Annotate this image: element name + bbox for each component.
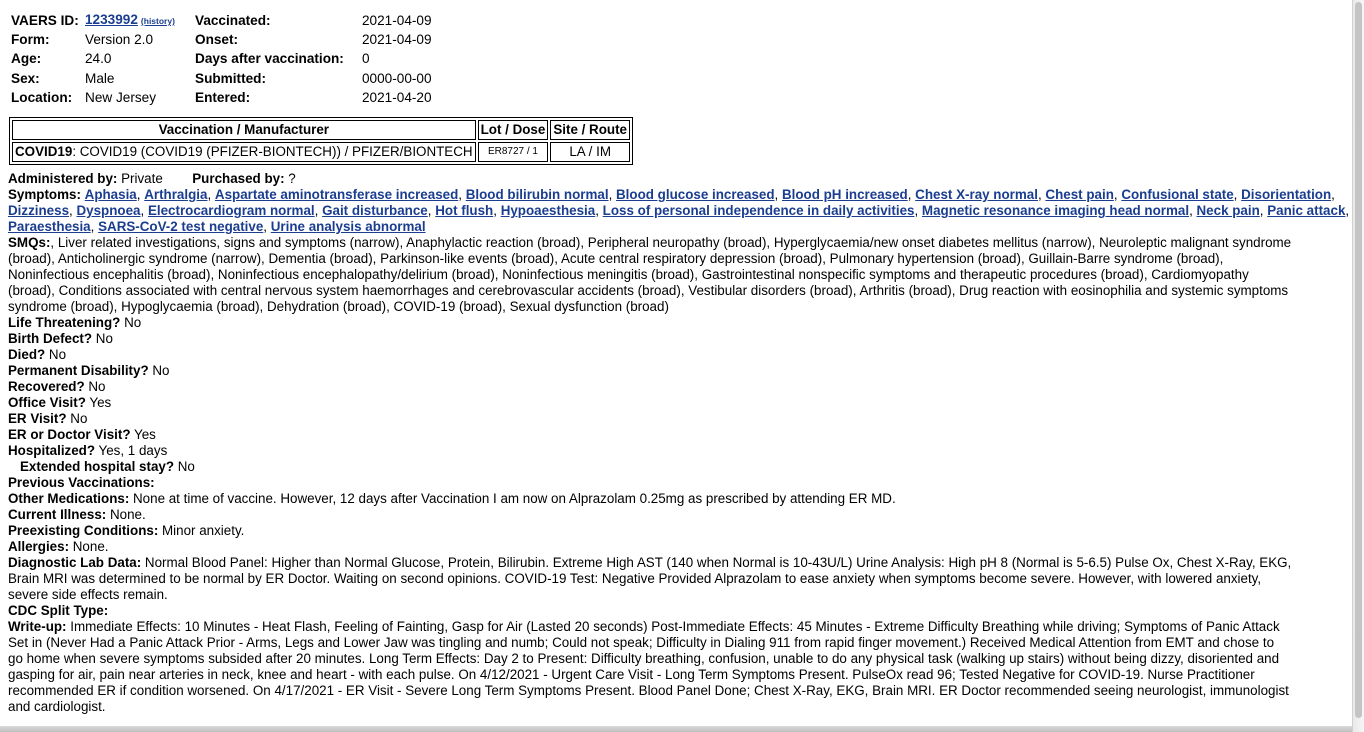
symptom-link[interactable]: Neck pain [1196,203,1260,218]
vaccine-desc: : COVID19 (COVID19 (PFIZER-BIONTECH)) / PFIZER/BIONTECH [72,144,473,159]
vaccination-header: Vaccination / Manufacturer [12,120,476,140]
history-link[interactable]: (history) [140,16,175,27]
symptom-link[interactable]: Disorientation [1241,187,1332,202]
outcome-died [8,347,1352,363]
lab-line: Brain MRI was determined to be normal by ER Doctor. Waiting on second opinions. COVID-19 Test: Negative Provided Alprazolam to ease anxiety when symptoms become severe. However, with lowered anxiety, [8,571,1262,586]
current-illness-value: None. [106,507,146,522]
days-after-value: 0 [362,51,370,67]
vaccination-table [9,117,633,165]
current-illness-label: Current Illness: [8,507,107,522]
symptoms-label: Symptoms: [8,187,81,202]
symptom-list: Aphasia, Arthralgia, Aspartate aminotransferase increased, Blood bilirubin normal, Blood glucose increased, Blood pH increased, Chest X-ray normal, Chest pain, Confusional state, Disorientation, Dizziness, Dyspnoea, Electrocardiogram normal, Gait disturbance, Hot flush, Hypoaesthesia, Loss of personal independence in daily activities, Magnetic resonance imaging head normal, Neck pain, Panic attack, Paraesthesia, SARS-CoV-2 test negative, Urine analysis abnormal [8,187,1350,234]
outcomes-block [8,315,1352,475]
symptom-link[interactable]: Arthralgia [144,187,208,202]
symptom-link[interactable]: Hot flush [435,203,494,218]
smqs-line: , Liver related investigations, signs and symptoms (narrow), Anaphylactic reaction (broad), Peripheral neuropathy (broad), Hyperglycaemia/new onset diabetes mellitus (narrow), Neuroleptic malignant syndrome [50,235,1292,250]
writeup-line: Immediate Effects: 10 Minutes - Heat Flash, Feeling of Fainting, Gasp for Air (Lasted 20 seconds) Post-Immediate Effects: 45 Minutes - Extreme Difficulty Breathing while driving; Symptoms of Panic Attack [66,619,1280,634]
other-meds-value: None at time of vaccine. However, 12 days after Vaccination I am now on Alprazolam 0.25mg as prescribed by attending ER MD. [129,491,896,506]
writeup-line: gasping for air, pain near arteries in neck, knee and heart - with each pulse. On 4/12/2021 - Urgent Care Visit - Long Term Symptoms Present. PulseOx read 96; Tested Negative for COVID-19. Nurse Practitioner [8,667,1255,682]
site-route-header: Site / Route [550,120,630,140]
symptom-link[interactable]: SARS-CoV-2 test negative [98,219,264,234]
vaccination-row [12,142,630,162]
lab-label: Diagnostic Lab Data: [8,555,142,570]
symptom-link[interactable]: Chest X-ray normal [915,187,1038,202]
location-value: New Jersey [85,90,157,106]
outcome-value: No [148,363,170,378]
writeup-line: recommended ER if condition worsened. On 4/17/2021 - ER Visit - Severe Long Term Symptoms Present. Blood Panel Done; Chest X-Ray, EKG, Brain MRI. ER Doctor recommended seeing neurologist, immunologist [8,683,1289,698]
symptom-link[interactable]: Magnetic resonance imaging head normal [921,203,1190,218]
outcome-label: Birth Defect? [8,331,93,346]
symptom-link[interactable]: Blood bilirubin normal [465,187,609,202]
symptom-link[interactable]: Paraesthesia [8,219,91,234]
symptom-link[interactable]: Confusional state [1121,187,1234,202]
outcome-value: Yes, 1 days [95,443,168,458]
entered-value: 2021-04-20 [362,90,432,106]
age-label: Age: [11,51,42,67]
days-after-label: Days after vaccination: [195,51,344,67]
symptom-link[interactable]: Panic attack [1267,203,1346,218]
smqs-line: Noninfectious encephalitis (broad), Noninfectious encephalopathy/delirium (broad), Noninfectious meningitis (broad), Gastrointestinal nonspecific symptoms and therapeutic procedures (broad), Cardiomyopathy [8,267,1249,282]
outcome-value: No [66,411,88,426]
outcome-er-visit [8,411,1352,427]
scrollbar-thumb[interactable] [1355,2,1362,718]
symptom-link[interactable]: Blood glucose increased [616,187,775,202]
outcome-label: Office Visit? [8,395,86,410]
report-details [8,171,1352,715]
vertical-scrollbar[interactable] [1352,0,1364,732]
vaccination-cell [12,142,476,162]
history-block [8,475,1352,555]
symptom-link[interactable]: Gait disturbance [322,203,428,218]
symptoms-block [8,187,1352,235]
sex-value: Male [85,70,115,86]
symptom-link[interactable]: Blood pH increased [781,187,908,202]
allergies-value: None. [69,539,109,554]
purchased-label: Purchased by: [192,171,285,186]
administered-value: Private [117,171,163,186]
lab-line: severe side effects remain. [8,587,168,602]
writeup-block [8,619,1352,715]
symptom-link[interactable]: Dyspnoea [76,203,141,218]
prev-vacc-label: Previous Vaccinations: [8,475,155,490]
vaers-id-label: VAERS ID: [11,12,79,28]
preexisting-value: Minor anxiety. [158,523,245,538]
outcome-value: Yes [130,427,156,442]
outcome-label: Hospitalized? [8,443,96,458]
age-value: 24.0 [85,51,112,67]
outcome-value: No [92,331,113,346]
sex-label: Sex: [11,70,40,86]
smqs-line: syndrome (broad), Hypoglycaemia (broad), Dehydration (broad), COVID-19 (broad), Sexual dysfunction (broad) [8,299,669,314]
writeup-line: Set in (Never Had a Panic Attack Prior - Arms, Legs and Lower Jaw was tingling and numb; Could not speak; Difficulty in Dialing 911 from rapid finger movement.) Received Medical Attention from EMT and chose to [8,635,1275,650]
outcome-label: Life Threatening? [8,315,121,330]
vaccinated-value: 2021-04-09 [362,12,432,28]
writeup-line: go home when severe symptoms subsided after 20 minutes. Long Term Effects: Day 2 to Present: Difficulty breathing, confusion, unable to do any physical task (walking up stairs) without being dizzy, disoriented and [8,651,1280,666]
outcome-permanent-disability [8,363,1352,379]
submitted-label: Submitted: [195,70,266,86]
symptom-link[interactable]: Electrocardiogram normal [147,203,315,218]
outcome-label: ER or Doctor Visit? [8,427,131,442]
outcome-hospitalized [8,443,1352,459]
form-label: Form: [11,32,50,48]
outcome-label: Recovered? [8,379,85,394]
form-value: Version 2.0 [85,32,154,48]
vaers-id-link[interactable]: 1233992 [85,12,138,28]
outcome-value: No [45,347,67,362]
outcome-er-or-doctor-visit [8,427,1352,443]
location-label: Location: [11,90,73,106]
other-meds-label: Other Medications: [8,491,130,506]
vaccine-type: COVID19 [15,144,73,159]
symptom-link[interactable]: Dizziness [8,203,70,218]
purchased-value: ? [284,171,296,186]
outcome-value: No [174,459,195,474]
outcome-office-visit [8,395,1352,411]
allergies-label: Allergies: [8,539,70,554]
onset-value: 2021-04-09 [362,32,432,48]
lot-dose-header: Lot / Dose [478,120,549,140]
outcome-label: Died? [8,347,46,362]
vaccinated-label: Vaccinated: [195,12,271,28]
outcome-life-threatening [8,315,1352,331]
admin-line [8,171,1352,187]
symptom-link[interactable]: Hypoaesthesia [500,203,596,218]
bottom-edge [0,726,1352,732]
administered-label: Administered by: [8,171,118,186]
outcome-recovered [8,379,1352,395]
smqs-line: (broad), Anticholinergic syndrome (narrow), Dementia (broad), Parkinson-like events (broad), Acute central respiratory depression (broad), Pulmonary hypertension (broad), Guillain-Barre syndrome (broad), [8,251,1224,266]
symptom-link[interactable]: Chest pain [1045,187,1114,202]
outcome-label: ER Visit? [8,411,67,426]
outcome-value: No [84,379,106,394]
cdc-split-label: CDC Split Type: [8,603,109,618]
outcome-label: Extended hospital stay? [20,459,175,474]
onset-label: Onset: [195,32,239,48]
symptom-link[interactable]: Loss of personal independence in daily activities [602,203,915,218]
report-info-table [9,11,434,108]
writeup-label: Write-up: [8,619,67,634]
outcome-value: No [120,315,142,330]
lab-line: Normal Blood Panel: Higher than Normal Glucose, Protein, Bilirubin. Extreme High AST (140 when Normal is 10-43U/L) Urine Analysis: High pH 8 (Normal is 5-6.5) Pulse Ox, Chest X-Ray, EKG, [141,555,1292,570]
symptom-link[interactable]: Aphasia [84,187,137,202]
lot-dose-cell: ER8727 / 1 [478,142,549,162]
lab-data-block [8,555,1352,603]
smqs-line: (broad), Conditions associated with central nervous system haemorrhages and cerebrovascular accidents (broad), Vestibular disorders (broad), Arthritis (broad), Drug reaction with eosinophilia and systemic symptoms [8,283,1289,298]
symptom-link[interactable]: Aspartate aminotransferase increased [214,187,459,202]
outcome-value: Yes [85,395,112,410]
outcome-extended-stay [8,459,1352,475]
writeup-line: and cardiologist. [8,699,106,714]
outcome-label: Permanent Disability? [8,363,149,378]
outcome-birth-defect [8,331,1352,347]
smqs-label: SMQs: [8,235,51,250]
cdc-split-line [8,603,1352,619]
submitted-value: 0000-00-00 [362,70,432,86]
symptom-link[interactable]: Urine analysis abnormal [270,219,426,234]
smqs-block [8,235,1352,315]
entered-label: Entered: [195,90,251,106]
site-route-cell: LA / IM [550,142,630,162]
preexisting-label: Preexisting Conditions: [8,523,159,538]
